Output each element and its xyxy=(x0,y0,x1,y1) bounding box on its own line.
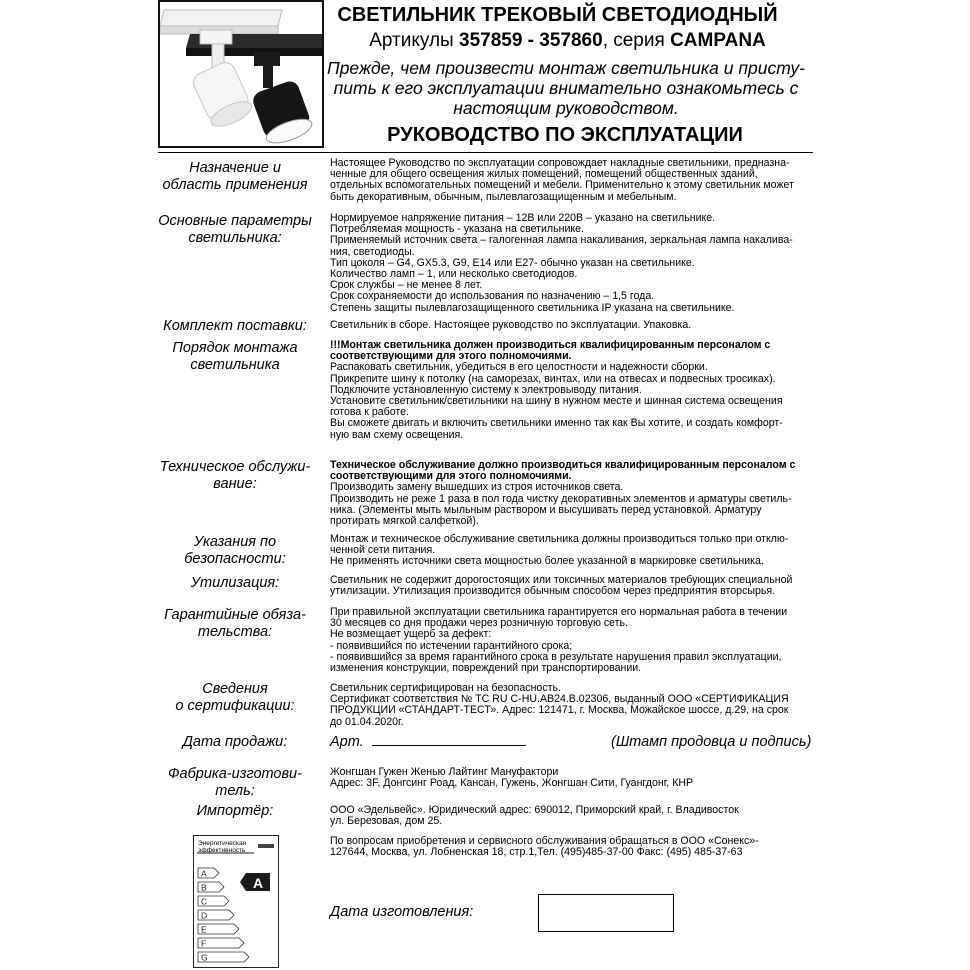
label-line: область применения xyxy=(162,177,308,193)
label-line: Основные параметры xyxy=(158,213,312,229)
label-line: вание: xyxy=(213,476,257,492)
body-line: Вы сможете двигать и включить светильники именно так как Вы хотите, и создать комфорт- xyxy=(330,417,783,430)
body-line: ПРОДУКЦИИ «СТАНДАРТ-ТЕСТ». Адрес: 121471, г. Москва, Можайское шоссе, д.29, на срок xyxy=(330,704,789,717)
section-body-disposal xyxy=(330,575,820,597)
section-label-purpose xyxy=(150,160,320,194)
body-line: По вопросам приобретения и сервисного обслуживания обращаться в ООО «Сонекс»- xyxy=(330,835,759,847)
energy-class-letter: C xyxy=(201,896,208,907)
label-line: безопасности: xyxy=(184,551,286,567)
sale-art-field[interactable] xyxy=(372,745,526,746)
energy-class-letter: D xyxy=(201,910,208,921)
energy-class-e xyxy=(198,924,239,935)
body-line-bold: соответствующими для этого полномочиями. xyxy=(330,350,572,363)
energy-class-c xyxy=(198,896,229,907)
energy-class-letter: B xyxy=(201,882,207,893)
header-divider xyxy=(158,152,813,153)
body-line: Производить замену вышедших из строя источников света. xyxy=(330,481,624,494)
body-line: - появившийся за время гарантийного срока в результате нарушения правил эксплуатации, xyxy=(330,650,782,663)
energy-class-letter: F xyxy=(201,938,207,949)
body-line: Подключите установленную систему к электровыводу питания. xyxy=(330,383,642,396)
label-line: светильника xyxy=(190,357,280,373)
body-line: до 01.04.2020г. xyxy=(330,715,404,728)
section-body-purpose xyxy=(330,158,820,203)
body-line: ул. Березовая, дом 25. xyxy=(330,815,443,828)
body-line: Светильник в сборе. Настоящее руководство по эксплуатации. Упаковка. xyxy=(330,319,692,331)
section-body-safety xyxy=(330,534,820,568)
importer-body xyxy=(330,805,820,827)
section-label-maintenance xyxy=(150,459,320,493)
energy-class-letter: G xyxy=(201,952,208,963)
manual-title: РУКОВОДСТВО ПО ЭКСПЛУАТАЦИИ xyxy=(387,124,743,146)
body-line-bold: соответствующими для этого полномочиями. xyxy=(330,470,572,483)
body-line: Светильник не содержит дорогостоящих или токсичных материалов требующих специальной xyxy=(330,574,793,586)
label-line: светильника: xyxy=(188,230,282,246)
label-line: тельства: xyxy=(197,624,273,640)
body-line: ченной сети питания. xyxy=(330,544,436,557)
label-line: Комплект поставки: xyxy=(163,318,307,334)
energy-class-letter: A xyxy=(201,868,207,879)
section-body-certification xyxy=(330,683,820,728)
body-line: Количество ламп – 1, или несколько светодиодов. xyxy=(330,268,578,281)
body-line: Нормируемое напряжение питания – 12В или 220В – указано на светильнике. xyxy=(330,212,716,224)
energy-class-f xyxy=(198,938,244,949)
energy-efficiency-label xyxy=(193,835,279,968)
body-line: Потребляемая мощность - указана на светильнике. xyxy=(330,223,584,236)
section-label-certification xyxy=(150,681,320,715)
body-line: ную вам схему освещения. xyxy=(330,428,464,441)
body-line-bold: Техническое обслуживание должно производиться квалифицированным персоналом с xyxy=(330,459,796,471)
body-line: ченные для общего освещения жилых помещений, помещений общественных зданий, xyxy=(330,168,758,181)
body-line: ООО «Эдельвейс». Юридический адрес: 690012, Приморский край, г. Владивосток xyxy=(330,804,739,816)
warning-line: Прежде, чем произвести монтаж светильника и присту- xyxy=(327,58,805,78)
energy-scale xyxy=(194,836,278,967)
section-body-warranty xyxy=(330,607,820,674)
section-label-parameters xyxy=(150,213,320,247)
body-line: Срок службы – не менее 8 лет. xyxy=(330,279,483,292)
body-line: готова к работе. xyxy=(330,406,409,419)
energy-title-line: эффективность xyxy=(198,847,246,854)
body-line: Производить не реже 1 раза в пол года чистку декоративных элементов и арматуры светиль- xyxy=(330,492,792,505)
body-line: Монтаж и техническое обслуживание светильника должны производиться только при отклю- xyxy=(330,533,789,545)
section-body-installation xyxy=(330,340,820,441)
section-label-package xyxy=(150,318,320,335)
body-line: Не возмещает ущерб за дефект: xyxy=(330,628,492,641)
body-line: Распаковать светильник, убедиться в его целостности и надежности сборки. xyxy=(330,361,708,374)
body-line: 30 месяцев со дня продажи через розничную торговую сеть. xyxy=(330,617,628,630)
articles-prefix: Артикулы xyxy=(369,30,459,51)
body-line: Светильник сертифицирован на безопасность. xyxy=(330,682,561,694)
body-line: Установите светильник/светильники на шину в нужном месте и шинная система освещения xyxy=(330,395,783,408)
label-line: Фабрика-изготови- xyxy=(168,766,302,782)
manufacture-date-label: Дата изготовления: xyxy=(330,904,474,920)
label-line: Техническое обслужи- xyxy=(159,459,311,475)
sale-art-label: Арт. xyxy=(330,734,364,750)
body-line: Не применять источники света мощностью более указанной в маркировке светильника. xyxy=(330,555,764,568)
section-body-maintenance xyxy=(330,460,820,527)
factory-label xyxy=(150,766,320,800)
body-line: утилизации. Утилизация производится обычным способом через предприятия вторсырья. xyxy=(330,585,776,598)
body-line: Адрес: 3F, Донгсинг Роад, Кансан, Гужень, Жонгшан Сити, Гуангдонг, КНР xyxy=(330,777,694,790)
product-photo xyxy=(158,0,324,148)
body-line: Применяемый источник света – галогенная лампа накаливания, зеркальная лампа накалива- xyxy=(330,234,793,247)
body-line: Тип цоколя – G4, GX5.3, G9, E14 или E27- обычно указан на светильнике. xyxy=(330,256,695,269)
body-line: Жонгшан Гужен Женью Лайтинг Мануфактори xyxy=(330,766,559,778)
energy-title-line: Энергетическая xyxy=(198,840,247,847)
label-line: Назначение и xyxy=(189,160,281,176)
body-line: изменения конструкции, повреждений при транспортировании. xyxy=(330,662,642,675)
body-line: быть декоративным, обычным, пылевлагозащищенным и мебельным. xyxy=(330,190,677,203)
service-contact xyxy=(330,836,820,858)
body-line: Срок сохраняемости до использования по назначению – 1,5 года. xyxy=(330,290,655,303)
body-line: Прикрепите шину к потолку (на саморезах, винтах, или на отвесах и подвесных тросиках). xyxy=(330,372,776,385)
section-body-package xyxy=(330,320,820,331)
warning-note xyxy=(326,58,806,118)
body-line: Степень защиты пылевлагозащищенного светильника IP указана на светильнике. xyxy=(330,301,735,314)
energy-class-a xyxy=(198,868,219,879)
body-line: Настоящее Руководство по эксплуатации сопровождает накладные светильники, предназна- xyxy=(330,157,790,169)
warning-line: пить к его эксплуатации внимательно ознакомьтесь с xyxy=(333,78,799,98)
section-label-warranty xyxy=(150,607,320,641)
section-body-parameters xyxy=(330,213,820,314)
body-line: 127644, Москва, ул. Лобненская 18, стр.1,Тел. (495)485-37-00 Факс: (495) 485-37-63 xyxy=(330,846,743,859)
articles-numbers: 357859 - 357860 xyxy=(459,30,603,51)
body-line: отдельных вспомогательных помещений и мебели. Применительно к этому светильник может xyxy=(330,179,794,192)
energy-rating-arrow xyxy=(240,873,270,891)
body-line-bold: !!!Монтаж светильника должен производиться квалифицированным персоналом с xyxy=(330,339,771,351)
factory-body xyxy=(330,767,820,789)
energy-class-d xyxy=(198,910,234,921)
label-line: Утилизация: xyxy=(190,575,280,591)
warning-line: настоящим руководством. xyxy=(453,98,679,118)
label-line: Указания по xyxy=(193,534,277,550)
body-line: - появившийся по истечении гарантийного срока; xyxy=(330,639,573,652)
body-line: ника. (Элементы мыть мыльным раствором и высушивать перед установкой. Арматуру xyxy=(330,503,762,516)
body-line: протирать мягкой салфеткой). xyxy=(330,515,479,528)
label-line: Порядок монтажа xyxy=(172,340,298,356)
sale-stamp-label: (Штамп продовца и подпись) xyxy=(611,734,812,750)
sale-date-label: Дата продажи: xyxy=(182,734,288,750)
label-line: Сведения xyxy=(202,681,268,697)
article-line xyxy=(330,29,805,53)
energy-class-b xyxy=(198,882,224,893)
label-line: Гарантийные обяза- xyxy=(164,607,306,623)
body-line: Сертификат соответствия № ТС RU C-HU.AB24.B.02306, выданный ООО «СЕРТИФИКАЦИЯ xyxy=(330,693,789,706)
body-line: ния, светодиоды. xyxy=(330,245,415,258)
energy-rating-text: A xyxy=(252,875,264,891)
section-label-installation xyxy=(150,340,320,374)
body-line: При правильной эксплуатации светильника гарантируется его нормальная работа в течении xyxy=(330,606,788,618)
document-title: СВЕТИЛЬНИК ТРЕКОВЫЙ СВЕТОДИОДНЫЙ xyxy=(337,4,778,26)
label-line: о сертификации: xyxy=(175,698,295,714)
section-label-safety xyxy=(150,534,320,568)
series-name: CAMPANA xyxy=(670,30,766,51)
manufacture-date-box[interactable] xyxy=(538,894,674,932)
track-light-illustration xyxy=(160,2,322,146)
series-prefix: , серия xyxy=(602,30,671,51)
energy-class-g xyxy=(198,952,249,963)
section-label-disposal xyxy=(150,575,320,592)
label-line: тель: xyxy=(215,783,255,799)
importer-label: Импортёр: xyxy=(196,803,274,819)
energy-class-letter: E xyxy=(201,924,207,935)
